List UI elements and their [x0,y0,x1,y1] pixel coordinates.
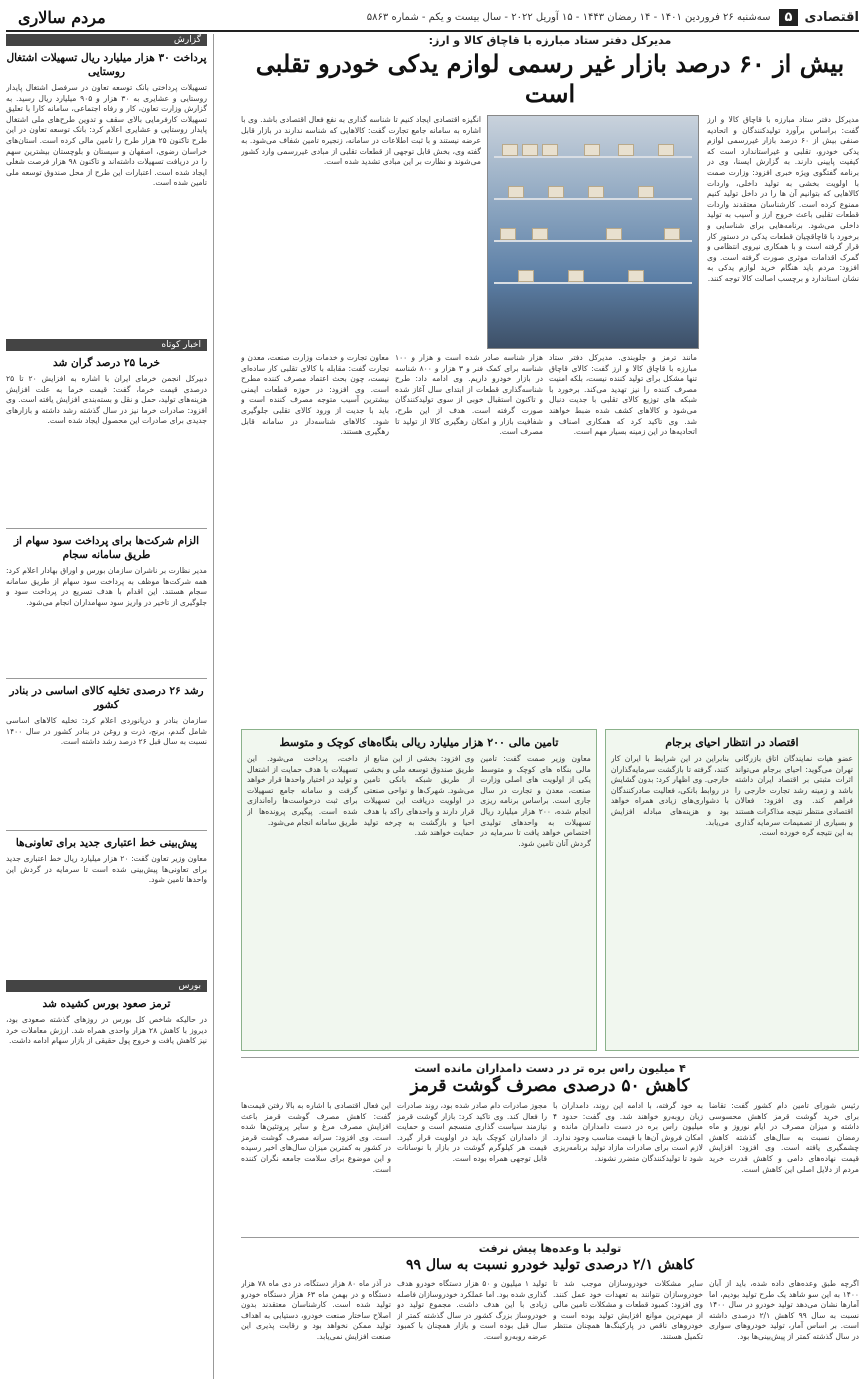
car-headline: کاهش ۲/۱ درصدی تولید خودرو نسبت به سال ۹۹ [405,1257,695,1273]
sidebar-report [6,34,207,333]
sidebar-column [6,34,214,1379]
sidebar-label: بورس [6,980,207,992]
sidebar-text: مدیر نظارت بر ناشران سازمان بورس و اوراق بهادار اعلام کرد: همه شرکت‌ها موظف به پرداخت سود سهام از طریق سامانه سجام هستند. این اقدام با هدف تسریع در پرداخت سود و جلوگیری از تاخیر در واریز سود سهامداران انجام می‌شود. [6,566,207,607]
lead-text-bottom-col: مانند ترمز و جلوبندی. مدیرکل دفتر ستاد مبارزه با قاچاق کالا و ارز گفت: کالای قاچاق تنها مشکل برای تولید کننده نیست، بلکه امنیت مصرف کننده را نیز تهدید می‌کند. برخورد با شبکه های توزیع کالای تقلبی با جدیت دنبال می‌شود و کالاهای کشف شده ضبط خواهند شد. وی تاکید کرد که همکاری اصناف و اتحادیه‌ها در این زمینه بسیار مهم است. [549,353,697,437]
meat-article [241,1057,859,1231]
meat-text-col: این فعال اقتصادی با اشاره به بالا رفتن قیمت‌ها گفت: کاهش مصرف گوشت قرمز باعث افزایش مصرف مرغ و سایر پروتئین‌ها شده است. وی افزود: سرانه مصرف گوشت قرمز در کشور به کمترین میزان سال‌های اخیر رسیده و این موضوع برای سلامت جامعه نگران کننده است. [241,1101,391,1174]
date-line: سه‌شنبه ۲۶ فروردین ۱۴۰۱ - ۱۴ رمضان ۱۴۴۳ - ۱۵ آوریل ۲۰۲۲ - سال بیست و یکم - شماره ۵۸۶۳ [366,11,771,23]
box-financing-title: تامین مالی ۲۰۰ هزار میلیارد ریالی بنگاه‌های کوچک و متوسط [279,736,559,749]
lead-kicker: مدیرکل دفتر ستاد مبارزه با قاچاق کالا و ارز: [428,34,672,47]
meat-kicker: ۴ میلیون راس بره تر در دست دامداران مانده است [414,1062,686,1075]
main-column [241,34,859,1379]
box-financing-text: داخت، پرداخت می‌شود. این تسهیلات با هدف حمایت از اشتغال و تولید در اختیار واحدها قرار خواهد گرفت و سامانه جامع تسهیلات برای ثبت درخواست‌ها راه‌اندازی شده است. پیگیری پرونده‌ها از طریق سامانه انجام می‌شود. [247,754,358,827]
car-kicker: تولید با وعده‌ها پیش نرفت [478,1242,622,1255]
sidebar-title: ترمز صعود بورس کشیده شد [42,998,171,1010]
sidebar-text: دبیرکل انجمن خرمای ایران با اشاره به افزایش ۲۰ تا ۲۵ درصدی قیمت خرما، گفت: قیمت خرما به علت افزایش هزینه‌های تولید، حمل و نقل و بسته‌بندی افزایش یافته است. وی افزود: صادرات خرما نیز در سال گذشته رشد داشته و بازارهای جدیدی برای صادرات این محصول ایجاد شده است. [6,374,207,426]
lead-text-bottom-col: هزار شناسه صادر شده است و هزار و ۱۰۰ شناسه برای کمک فنر و ۳ هزار و ۸۰۰ شناسه در بازار خودرو داریم. وی ادامه داد: طرح شناسه‌گذاری قطعات از ابتدای سال آغاز شده و تاکنون استقبال خوبی از سوی تولیدکنندگان صورت گرفته است. هدف از این طرح، شفافیت بازار و امکان رهگیری کالا از تولید تا مصرف است. [395,353,543,437]
sidebar-text: معاون وزیر تعاون گفت: ۲۰ هزار میلیارد ریال خط اعتباری جدید برای تعاونی‌ها پیش‌بینی شده است تا سرمایه در گردش این واحدها تامین شود. [6,854,207,885]
box-barjam-title: اقتصاد در انتظار احیای برجام [665,736,799,749]
meat-text-col: به خود گرفته، با ادامه این روند، دامداران با زیان روبه‌رو خواهند شد. وی گفت: حدود ۴ میلیون راس بره در دست دامداران مانده و امکان فروش آن‌ها با قیمت مناسب وجود ندارد. لازم است برای صادرات مازاد تولید برنامه‌ریزی شود تا تولیدکنندگان متضرر نشوند. [553,1101,703,1163]
car-text-col: تولید ۱ میلیون و ۵۰ هزار دستگاه خودرو هدف گذاری شده بود. اما عملکرد خودروسازان فاصله زیادی با این هدف داشت. مجموع تولید دو خودروساز بزرگ کشور در سال گذشته کمتر از سال قبل بوده است و بازار همچنان با کمبود عرضه روبه‌رو است. [397,1279,547,1341]
box-barjam [605,729,859,1051]
newspaper-logo: مردم سالاری [18,7,106,27]
page-number: ۵ [779,9,799,26]
sidebar-label: اخبار کوتاه [6,339,207,351]
car-article [241,1237,859,1379]
boxed-articles [241,729,859,1051]
sidebar-title: پیش‌بینی خط اعتباری جدید برای تعاونی‌ها [15,837,198,849]
meat-headline: کاهش ۵۰ درصدی مصرف گوشت قرمز [410,1076,690,1096]
box-financing [241,729,597,1051]
sidebar-label: گزارش [6,34,207,46]
car-text-col: در آذر ماه ۸۰ هزار دستگاه، در دی ماه ۷۸ هزار دستگاه و در بهمن ماه ۶۳ هزار دستگاه خودرو تولید شده است. کارشناسان معتقدند بدون اصلاح ساختار صنعت خودرو، دستیابی به اهداف تولید ممکن نخواهد بود و رقابت پذیری این صنعت افزایش نمی‌یابد. [241,1279,391,1341]
sidebar-text: تسهیلات پرداختی بانک توسعه تعاون در سرفصل اشتغال پایدار روستایی و عشایری به ۳۰ هزار و ۹۰۵ میلیارد ریال رسید. به گزارش وزارت تعاون، کار و رفاه اجتماعی، سامانه کارا با تعلیق تسهیلات کارفرمایی بالای سقف و تدوین طرح‌های ملی اشتغال پایدار روستایی و عشایری اعلام کرد: بانک توسعه تعاون در این طرح تاکنون ۲۵ هزار طرح را تامین مالی کرده است. استان‌های خراسان رضوی، اصفهان و سیستان و بلوچستان بیشترین سهم را در دریافت تسهیلات داشته‌اند و تاکنون ۹۸ هزار فرصت شغلی ایجاد شده است. اعتبارات این طرح از محل صندوق توسعه ملی تامین شده است. [6,83,207,188]
box-barjam-text: عضو هیات نمایندگان اتاق بازرگانی تهران می‌گوید: احیای برجام می‌تواند اثرات مثبتی بر اقتصاد ایران داشته باشد و زمینه رشد تجارت خارجی را فراهم کند. وی افزود: فعالان اقتصادی منتظر نتیجه مذاکرات هستند و بسیاری از تصمیمات سرمایه گذاری به این نتیجه گره خورده است. [734,754,853,838]
lead-text-bottom-col: معاون تجارت و خدمات وزارت صنعت، معدن و تجارت گفت: مقابله با کالای تقلبی کار ساده‌ای نیست، چون بحث اعتماد مصرف کننده مطرح است. وی افزود: در حوزه قطعات ایمنی بیشترین آسیب متوجه مصرف کننده است و باید با جدیت از ورود کالای تقلبی جلوگیری شود. کالاهای شناسه‌دار در سامانه قابل رهگیری هستند. [241,353,389,437]
lead-article [241,115,859,725]
meat-text-col: رئیس شورای تامین دام کشور گفت: تقاضا برای خرید گوشت قرمز کاهش محسوسی داشته و میزان مصرف در ایام نوروز و ماه رمضان نسبت به سال‌های گذشته کاهش چشمگیری یافته است. وی افزود: افزایش قیمت نهاده‌های دامی و کاهش قدرت خرید مردم از دلایل اصلی این کاهش است. [709,1101,859,1174]
sidebar-title: پرداخت ۳۰ هزار میلیارد ریال تسهیلات اشتغال روستایی [6,52,207,78]
box-financing-text: وی افزود: بخشی از این منابع از طریق صندوق توسعه ملی و بخشی از طریق شبکه بانکی تامین می‌شود. شهرک‌ها و نواحی صنعتی در اولویت دریافت این تسهیلات قرار دارند و واحدهای راکد با هدف احیا و بازگشت به چرخه تولید حمایت خواهند شد. [363,754,475,838]
sidebar-text: در حالیکه شاخص کل بورس در روزهای گذشته صعودی بود، دیروز با کاهش ۲۸ هزار واحدی همراه شد. ارزش معاملات خرد نیز کاهش یافت و خروج پول حقیقی از بازار سهام ادامه داشت. [6,1015,207,1046]
sidebar-bourse [6,980,207,1145]
box-barjam-text: بنابراین در این شرایط با ایران کار کنند، گرفته تا بازگشت سرمایه‌گذاران خارجی. وی اظهار کرد: بدون گشایش در روابط بانکی، فعالیت صادرکنندگان با دشواری‌های زیادی همراه خواهد بود و هزینه‌های مبادله افزایش می‌یابد. [610,754,729,827]
sidebar-short-news [6,339,207,974]
section-name: اقتصادی [804,9,859,25]
auto-parts-shop-photo [487,115,699,349]
lead-text-right: مدیرکل دفتر ستاد مبارزه با قاچاق کالا و ارز گفت: براساس برآورد تولیدکنندگان و اتحادیه صنفی بیش از ۶۰ درصد بازار غیررسمی لوازم یدکی خودرو، تقلبی و غیراستاندارد است که کیفیت پایینی دارند. به گزارش ایسنا، وی در برنامه گفتگوی ویژه خبری افزود: وزارت صمت با اولویت بخشی به تولید داخلی، واردات کالاهایی که بتوانیم آن ها را در داخل تولید کنیم ممنوع کرده است. کارشناسان معتقدند واردات قطعات تقلبی باعث خروج ارز و آسیب به تولید داخلی می‌شود. برنامه‌هایی برای شناسایی و برخورد با قاچاقچیان قطعات یدکی در دستور کار قرار گرفته است و با همکاری نیروی انتظامی و گمرک اقدامات موثری صورت گرفته است. وی افزود: مردم باید هنگام خرید لوازم یدکی به نشان استاندارد و برچسب اصالت کالا توجه کنند. [707,115,859,283]
lead-text-bottom [241,353,697,725]
masthead [6,4,859,32]
lead-text-left-top: انگیزه اقتصادی ایجاد کنیم تا شناسه گذاری به نفع فعال اقتصادی باشد. وی با اشاره به سامانه جامع تجارت گفت: کالاهایی که شناسه ندارند در بازار قابل عرضه نیستند و با ثبت اطلاعات در سامانه، زنجیره تامین شفاف می‌شود. به گفته وی، بخش قابل توجهی از قطعات تقلبی از مبادی غیررسمی وارد کشور می‌شوند و نظارت بر این مبادی تشدید شده است. [241,115,481,167]
box-financing-text: معاون وزیر صمت گفت: تامین مالی بنگاه های کوچک و متوسط یکی از اولویت های اصلی وزارت صنعت، معدن و تجارت در سال جاری است. براساس برنامه ریزی انجام شده، ۲۰۰ هزار میلیارد ریال تسهیلات به واحدهای تولیدی اختصاص خواهد یافت تا سرمایه در گردش آنان تامین شود. [480,754,591,848]
section-header [779,9,860,26]
car-text-col: اگرچه طبق وعده‌های داده شده، باید از آبان ۱۴۰۰ به این سو شاهد یک طرح تولید بودیم، اما آمارها نشان می‌دهد تولید خودرو در سال ۱۴۰۰ نسبت به سال ۹۹ کاهش ۲/۱ درصدی داشته است. بر اساس آمار، تولید خودروهای سواری در سال گذشته کمتر از پیش‌بینی‌ها بود. [709,1279,859,1341]
sidebar-title: الزام شرکت‌ها برای پرداخت سود سهام از طریق سامانه سجام [13,535,200,561]
meat-text-col: مجوز صادرات دام صادر شده بود، روند صادرات را فعال کند. وی تاکید کرد: بازار گوشت قرمز نیازمند سیاست گذاری منسجم است و حمایت از دامداران کوچک باید در اولویت قرار گیرد. قیمت هر کیلوگرم گوشت در بازار با نوسانات قابل توجهی همراه بوده است. [397,1101,547,1163]
lead-headline: بیش از ۶۰ درصد بازار غیر رسمی لوازم یدکی خودرو تقلبی است [255,49,845,108]
sidebar-text: سازمان بنادر و دریانوردی اعلام کرد: تخلیه کالاهای اساسی شامل گندم، برنج، ذرت و روغن در بنادر کشور در سال ۱۴۰۰ نسبت به سال قبل ۲۶ درصد رشد داشته است. [6,716,207,747]
sidebar-title: رشد ۲۶ درصدی تخلیه کالای اساسی در بنادر کشور [9,685,204,711]
car-text-col: سایر مشکلات خودروسازان موجب شد تا خودروسازان نتوانند به تعهدات خود عمل کنند. وی افزود: کمبود قطعات و مشکلات تامین مالی از مهم‌ترین موانع افزایش تولید بوده است و خودروهای ناقص در پارکینگ‌ها همچنان منتظر تکمیل هستند. [553,1279,703,1341]
sidebar-title: خرما ۲۵ درصد گران شد [53,357,160,369]
